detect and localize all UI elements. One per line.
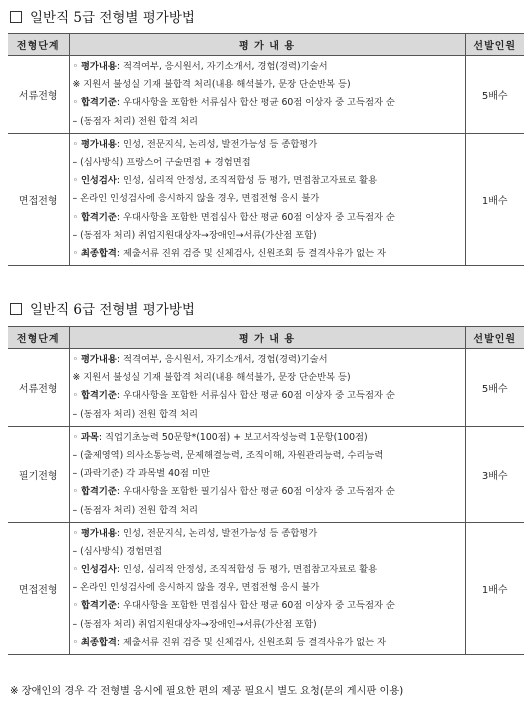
evaluation-content-cell — [69, 56, 465, 134]
table-body — [8, 349, 524, 655]
content-line: ◦ 합격기준: 우대사항을 포함한 면접심사 합산 평균 60점 이상자 중 고득점자 순 — [72, 211, 395, 223]
content-line: – (심사방식) 경험면접 — [72, 545, 163, 557]
stage-cell: 서류전형 — [8, 349, 69, 427]
content-line-label: 최종합격 — [80, 636, 117, 648]
content-line-label: 인성검사 — [80, 564, 117, 576]
content-line-label: 평가내용 — [80, 138, 117, 150]
content-line: ◦ 인성검사: 인성, 심리적 안정성, 조직적합성 등 평가, 면접참고자료로 활용 — [72, 175, 378, 187]
evaluation-content-cell — [69, 349, 465, 427]
stage-cell: 면접전형 — [8, 133, 69, 265]
content-line-label: 합격기준 — [80, 486, 117, 498]
content-line: – (동점자 처리) 취업지원대상자→장애인→서류(가산점 포함) — [72, 229, 317, 241]
section-title-grade6 — [10, 298, 195, 318]
table-body — [8, 56, 524, 266]
table-row — [8, 522, 524, 654]
content-line: ◦ 합격기준: 우대사항을 포함한 서류심사 합산 평균 60점 이상자 중 고득점자 순 — [72, 390, 395, 402]
content-line: ※ 지원서 불성실 기재 불합격 처리(내용 해석불가, 문장 단순반복 등) — [72, 79, 351, 91]
header-selection: 선발인원 — [465, 34, 524, 56]
table-header-row — [8, 327, 524, 349]
content-line: – (과락기준) 각 과목별 40점 미만 — [72, 468, 210, 480]
content-line: – (심사방식) 프랑스어 구술면접 + 경험면접 — [72, 156, 251, 168]
header-stage: 전형단계 — [8, 327, 69, 349]
content-line-label: 인성검사 — [80, 175, 117, 187]
content-line-label: 평가내용 — [80, 527, 117, 539]
evaluation-content-cell — [69, 522, 465, 654]
content-line: – (동점자 처리) 전원 합격 처리 — [72, 408, 198, 420]
header-stage: 전형단계 — [8, 34, 69, 56]
content-line: ◦ 평가내용: 인성, 전문지식, 논리성, 발전가능성 등 종합평가 — [72, 138, 318, 150]
content-line: – (출제영역) 의사소통능력, 문제해결능력, 조직이해, 자원관리능력, 수리능력 — [72, 449, 384, 461]
content-line-label: 최종합격 — [80, 247, 117, 259]
content-line: – (동점자 처리) 취업지원대상자→장애인→서류(가산점 포함) — [72, 618, 317, 630]
header-content: 평 가 내 용 — [69, 327, 465, 349]
content-line: ◦ 합격기준: 우대사항을 포함한 면접심사 합산 평균 60점 이상자 중 고득점자 순 — [72, 600, 395, 612]
content-line: ◦ 최종합격: 제출서류 진위 검증 및 신체검사, 신원조회 등 결격사유가 없는 자 — [72, 636, 387, 648]
content-line: ※ 지원서 불성실 기재 불합격 처리(내용 해석불가, 문장 단순반복 등) — [72, 372, 351, 384]
content-line: ◦ 평가내용: 적격여부, 응시원서, 자기소개서, 경험(경력)기술서 — [72, 61, 328, 72]
selection-count-cell: 5배수 — [465, 56, 524, 134]
selection-count-cell: 5배수 — [465, 349, 524, 427]
selection-count-cell: 3배수 — [465, 426, 524, 522]
table-row — [8, 133, 524, 265]
selection-count-cell: 1배수 — [465, 522, 524, 654]
section-title-grade5 — [10, 6, 195, 26]
table-row — [8, 426, 524, 522]
stage-cell: 서류전형 — [8, 56, 69, 134]
content-line-label: 평가내용 — [80, 354, 117, 365]
content-line: ◦ 과목: 직업기초능력 50문항*(100점) + 보고서작성능력 1문항(100점) — [72, 431, 368, 443]
section-title-text: 일반직 5급 전형별 평가방법 — [30, 10, 195, 26]
content-line: ◦ 합격기준: 우대사항을 포함한 필기심사 합산 평균 60점 이상자 중 고득점자 순 — [72, 486, 395, 498]
selection-count-cell: 1배수 — [465, 133, 524, 265]
content-line: – 온라인 인성검사에 응시하지 않을 경우, 면접전형 응시 불가 — [72, 193, 320, 205]
evaluation-content-cell — [69, 133, 465, 265]
table-row — [8, 349, 524, 427]
accessibility-footnote: ※ 장애인의 경우 각 전형별 응시에 필요한 편의 제공 필요시 별도 요청(문의 게시판 이용) — [10, 686, 404, 697]
content-line-label: 합격기준 — [80, 211, 117, 223]
section-title-text: 일반직 6급 전형별 평가방법 — [30, 302, 195, 318]
content-line: ◦ 합격기준: 우대사항을 포함한 서류심사 합산 평균 60점 이상자 중 고득점자 순 — [72, 97, 395, 109]
header-selection: 선발인원 — [465, 327, 524, 349]
content-line: ◦ 평가내용: 적격여부, 응시원서, 자기소개서, 경험(경력)기술서 — [72, 354, 328, 365]
content-line: – (동점자 처리) 전원 합격 처리 — [72, 504, 198, 516]
header-content: 평 가 내 용 — [69, 34, 465, 56]
evaluation-table-grade5 — [8, 33, 524, 266]
checkbox-square-icon — [10, 303, 22, 315]
content-line: ◦ 인성검사: 인성, 심리적 안정성, 조직적합성 등 평가, 면접참고자료로 활용 — [72, 564, 378, 576]
evaluation-table-grade6 — [8, 326, 524, 655]
table-row — [8, 56, 524, 134]
stage-cell: 필기전형 — [8, 426, 69, 522]
content-line-label: 합격기준 — [80, 97, 117, 109]
content-line: – 온라인 인성검사에 응시하지 않을 경우, 면접전형 응시 불가 — [72, 582, 320, 594]
checkbox-square-icon — [10, 11, 22, 23]
content-line-label: 과목 — [80, 431, 99, 443]
content-line-label: 합격기준 — [80, 390, 117, 402]
stage-cell: 면접전형 — [8, 522, 69, 654]
table-header-row — [8, 34, 524, 56]
evaluation-content-cell — [69, 426, 465, 522]
content-line: ◦ 평가내용: 인성, 전문지식, 논리성, 발전가능성 등 종합평가 — [72, 527, 318, 539]
content-line-label: 평가내용 — [80, 61, 117, 72]
content-line-label: 합격기준 — [80, 600, 117, 612]
content-line: – (동점자 처리) 전원 합격 처리 — [72, 115, 198, 127]
content-line: ◦ 최종합격: 제출서류 진위 검증 및 신체검사, 신원조회 등 결격사유가 없는 자 — [72, 247, 387, 259]
